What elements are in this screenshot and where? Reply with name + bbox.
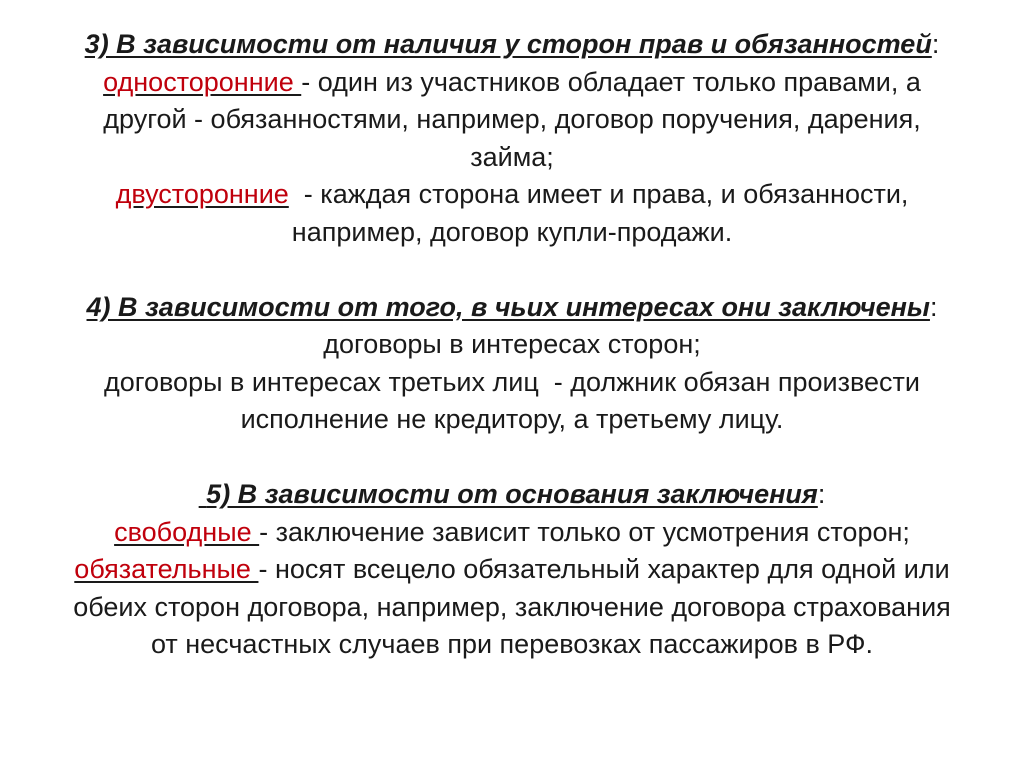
free-description: - заключение зависит только от усмотрения сторон; — [259, 516, 910, 547]
section-4-heading-colon: : — [929, 291, 938, 322]
bilateral-description: - каждая сторона имеет и права, и обязанности, например, договор купли-продажи. — [288, 179, 916, 247]
section-5-heading-colon: : — [817, 479, 826, 509]
section-5-heading-line — [62, 476, 962, 514]
term-free: свободные — [114, 516, 260, 547]
section-3-heading-line — [62, 26, 962, 64]
slide-body — [62, 26, 962, 664]
unilateral-description: - один из участников обладает только правами, а другой - обязанностями, например, договор поручения, дарения, займа; — [103, 66, 921, 172]
section-4-heading: 4) В зависимости от того, в чьих интересах они заключены — [86, 291, 930, 322]
section-3-heading: 3) В зависимости от наличия у сторон прав и обязанностей — [84, 29, 932, 59]
term-unilateral: односторонние — [103, 66, 302, 97]
term-mandatory: обязательные — [74, 554, 259, 584]
bilateral-paragraph — [62, 176, 962, 251]
unilateral-paragraph — [62, 64, 962, 177]
free-paragraph — [62, 514, 962, 552]
section-4-heading-line — [62, 289, 962, 327]
mandatory-description: - носят всецело обязательный характер для одной или обеих сторон договора, например, заключение договора страхования от несчастных случаев при перевозках пассажиров в РФ. — [73, 554, 951, 659]
mandatory-paragraph — [62, 551, 962, 664]
third-party-paragraph: договоры в интересах третьих лиц - должник обязан произвести исполнение не кредитору, а третьему лицу. — [103, 366, 928, 434]
spacer — [62, 439, 962, 477]
party-interest-paragraph: договоры в интересах сторон; — [323, 329, 701, 359]
term-bilateral: двусторонние — [115, 179, 289, 209]
section-3-heading-colon: : — [931, 29, 940, 59]
spacer — [62, 251, 962, 289]
section-5-heading: 5) В зависимости от основания заключения — [198, 479, 818, 509]
